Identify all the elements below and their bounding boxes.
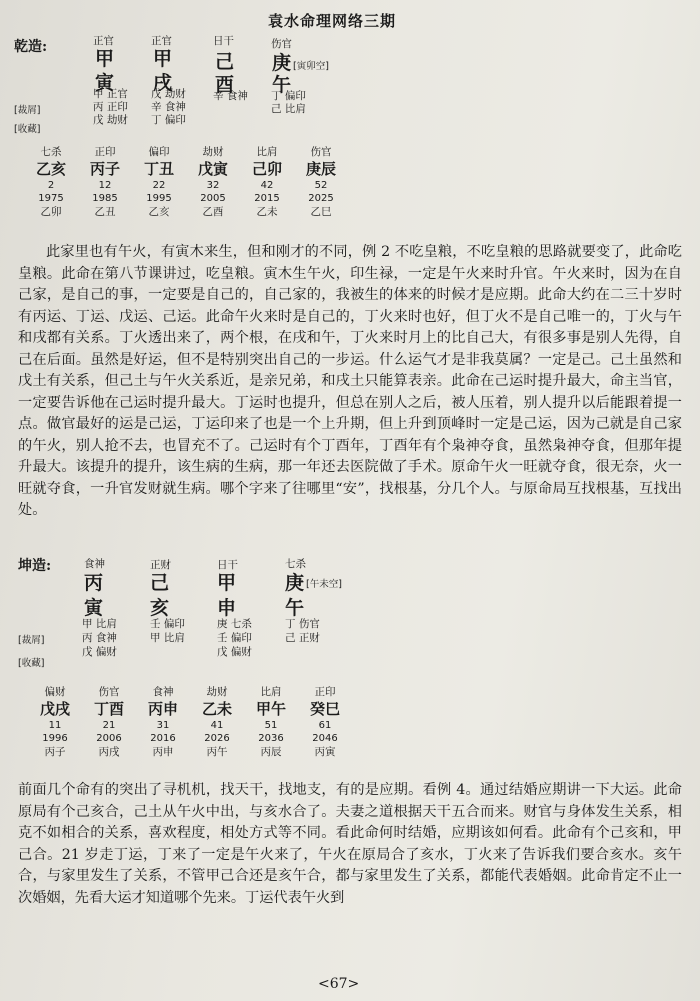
luck-pillar-name: 戊戌 [39, 700, 70, 718]
luck-pillar [188, 145, 238, 219]
stem-day-2: 甲 [217, 572, 237, 594]
chart-female-label: 坤造: [18, 558, 52, 574]
luck-pillar-name: 乙亥 [35, 160, 66, 178]
branch-month: 戌 [153, 72, 173, 94]
luck-year-pillar: 丙寅 [314, 746, 336, 758]
luck-pillar-name: 癸巳 [309, 700, 340, 718]
shou-label-2: [收藏] [18, 658, 45, 669]
luck-start-age: 31 [156, 720, 170, 731]
luck-year-pillar: 丙辰 [260, 746, 282, 758]
luck-pillar-name: 丙申 [147, 700, 178, 718]
luck-start-year: 2006 [96, 733, 122, 744]
ten-god-day: 日干 [213, 35, 234, 47]
luck-year-pillar: 乙巳 [310, 206, 332, 218]
branch-year: 寅 [95, 72, 115, 94]
hidden-stems-month-2: 壬 偏印 甲 比肩 [150, 618, 185, 644]
branch-hour-2: 午 [285, 597, 305, 619]
luck-ten-god: 正印 [94, 146, 116, 158]
luck-start-year: 2036 [258, 733, 284, 744]
luck-start-age: 51 [264, 720, 278, 731]
hidden-stems-hour: 丁 偏印 己 比肩 [271, 90, 306, 115]
luck-start-age: 52 [314, 180, 328, 191]
luck-year-pillar: 乙丑 [94, 206, 116, 218]
luck-start-year: 2005 [200, 193, 226, 204]
stem-month: 甲 [153, 48, 173, 70]
cai-label: [裁屑] [14, 105, 41, 116]
luck-start-age: 22 [152, 180, 166, 191]
ten-god-month-2: 正财 [150, 559, 171, 571]
luck-pillar [138, 685, 188, 759]
luck-start-year: 2015 [254, 193, 280, 204]
luck-year-pillar: 丙戌 [98, 746, 120, 758]
luck-start-year: 1996 [42, 733, 68, 744]
luck-pillar-name: 己卯 [251, 160, 282, 178]
page-title: 袁水命理网络三期 [268, 12, 397, 30]
luck-ten-god: 伤官 [98, 686, 120, 698]
luck-pillar [246, 685, 296, 759]
luck-start-year: 2016 [150, 733, 176, 744]
luck-pillar [296, 145, 346, 219]
luck-year-pillar: 乙酉 [202, 206, 224, 218]
ten-god-year: 正官 [93, 35, 114, 47]
hidden-stems-year-2: 甲 比肩 丙 食神 戊 偏财 [82, 618, 117, 658]
luck-pillar-name: 乙未 [201, 700, 232, 718]
luck-pillar [30, 685, 80, 759]
branch-year-2: 寅 [84, 597, 104, 619]
branch-hour: 午 [272, 74, 292, 96]
luck-start-year: 2026 [204, 733, 230, 744]
luck-ten-god: 正印 [314, 686, 336, 698]
ten-god-hour-2: 七杀 [285, 558, 306, 570]
luck-start-age: 2 [47, 180, 55, 191]
luck-pillar-name: 丁酉 [93, 700, 124, 718]
luck-pillar [26, 145, 76, 219]
luck-start-age: 12 [98, 180, 112, 191]
luck-ten-god: 七杀 [40, 146, 62, 158]
luck-start-age: 42 [260, 180, 274, 191]
luck-start-age: 11 [48, 720, 62, 731]
luck-pillar-name: 丁丑 [143, 160, 174, 178]
luck-year-pillar: 乙亥 [148, 206, 170, 218]
luck-year-pillar: 丙申 [152, 746, 174, 758]
luck-pillar-name: 庚辰 [305, 160, 336, 178]
hidden-stems-day: 辛 食神 [213, 90, 248, 102]
analysis-text-1: 此家里也有午火，有寅木来生，但和刚才的不同，例 2 不吃皇粮，不吃皇粮的思路就要变了，此命吃皇粮。此命在第八节课讲过，吃皇粮。寅木生午火，印生禄，一定是午火来时升官。午火来时，因为在自己家，是自己的事，一定要是自己的，自己家的，我被生的体来的时候才是应期。此命大约在二三十岁时有丙运、丁运、戊运、己运。此命午火来时是自己的，丁火来时也好，但丁火不是自己唯一的，丁火与午和戌都有关系。丁火透出来了，两个根，在戌和午，丁火来时月上的比自己大，有很多事是别人先得，自己在后面。虽然是好运，但不是特别突出自己的一步运。什么运气才是非我莫属？一定是己。己土虽然和戊土有关系，但己土与午火关系近，是亲兄弟，和戌土只能算表亲。此命在己运时提升最大，命主当官，一定要告诉他在己运时提升最大。丁运时也提升，但总在别人之后，被人压着，别人提升以后能跟着提一点。做官最好的运是己运，丁运印来了也是一个上升期，但上升到顶峰时一定是己运，因为己就是自己家的午火，别人抢不去，也冒充不了。己运时有个丁酉年，丁酉年有个枭神夺食，虽然枭神夺食，但那年提升最大。该提升的提升，该生病的生病，那一年还去医院做了手术。原命午火一旺就夺食，很无奈，火一旺就夺食，一升官发财就生病。哪个字来了往哪里“安”，找根基，分几个人。与原命局互找根基，互找出处。 [18, 244, 682, 518]
branch-day-2: 申 [217, 597, 237, 619]
luck-pillar [192, 685, 242, 759]
hidden-stems-hour-2: 丁 伤官 己 正财 [285, 618, 320, 644]
luck-pillar [300, 685, 350, 759]
luck-pillar [84, 685, 134, 759]
luck-year-pillar: 乙未 [256, 206, 278, 218]
luck-pillar [242, 145, 292, 219]
stem-month-2: 己 [150, 572, 170, 594]
ten-god-year-2: 食神 [84, 558, 105, 570]
luck-ten-god: 偏印 [148, 146, 170, 158]
luck-start-age: 32 [206, 180, 220, 191]
luck-year-pillar: 丙子 [44, 746, 66, 758]
hidden-stems-day-2: 庚 七杀 壬 偏印 戊 偏财 [217, 618, 252, 658]
luck-ten-god: 劫财 [206, 686, 228, 698]
branch-month-2: 亥 [150, 597, 170, 619]
luck-start-year: 2046 [312, 733, 338, 744]
luck-start-age: 61 [318, 720, 332, 731]
luck-pillar-name: 丙子 [89, 160, 120, 178]
stem-year: 甲 [95, 48, 115, 70]
luck-pillar-name: 甲午 [255, 700, 286, 718]
branch-day: 酉 [215, 74, 235, 96]
luck-start-year: 1995 [146, 193, 172, 204]
luck-ten-god: 劫财 [202, 146, 224, 158]
shou-label: [收藏] [14, 124, 41, 135]
analysis-text-2: 前面几个命有的突出了寻机机，找天干，找地支，有的是应期。看例 4。通过结婚应期讲一下大运。此命原局有个己亥合，己土从午火中出，与亥水合了。夫妻之道根据天干五合而来。财官与身体发生关系，相克不如相合的关系，喜欢程度，相处方式等不同。看此命何时结婚，应期该如何看。此命有个己亥和，甲己合。21 岁走丁运，丁来了一定是午火来了，午火在原局合了亥水，丁火来了告诉我们要合亥水。亥午合，与家里发生了关系，不管甲己合还是亥午合，都与家里发生了关系，都能代表婚姻。此命肯定不止一次婚姻，先看大运才知道哪个先来。丁运代表午火到 [18, 782, 682, 906]
luck-pillar-name: 戊寅 [197, 160, 228, 178]
luck-year-pillar: 乙卯 [40, 206, 62, 218]
stem-hour: 庚 [272, 52, 292, 74]
ten-god-hour: 伤官 [271, 38, 292, 50]
luck-ten-god: 比肩 [260, 686, 282, 698]
stem-hour-2: 庚 [285, 572, 305, 594]
luck-pillar [80, 145, 130, 219]
luck-pillar [134, 145, 184, 219]
luck-ten-god: 比肩 [256, 146, 278, 158]
hidden-stems-month: 戊 劫财 辛 食神 丁 偏印 [151, 88, 186, 126]
stem-day: 己 [215, 51, 235, 73]
luck-start-age: 41 [210, 720, 224, 731]
luck-ten-god: 食神 [152, 686, 174, 698]
ten-god-month: 正官 [151, 35, 172, 47]
void-note-2: [午未空] [306, 579, 342, 590]
luck-start-year: 1975 [38, 193, 64, 204]
void-note: [寅卯空] [293, 61, 329, 72]
chart-male-label: 乾造: [14, 39, 48, 55]
luck-start-year: 1985 [92, 193, 118, 204]
luck-ten-god: 伤官 [310, 146, 332, 158]
luck-start-age: 21 [102, 720, 116, 731]
luck-start-year: 2025 [308, 193, 334, 204]
cai-label-2: [裁屑] [18, 635, 45, 646]
stem-year-2: 丙 [84, 572, 104, 594]
ten-god-day-2: 日干 [217, 559, 238, 571]
luck-ten-god: 偏财 [44, 686, 66, 698]
hidden-stems-year: 甲 正官 丙 正印 戊 劫财 [93, 88, 128, 126]
luck-year-pillar: 丙午 [206, 746, 228, 758]
page-number: <67> [318, 976, 360, 992]
